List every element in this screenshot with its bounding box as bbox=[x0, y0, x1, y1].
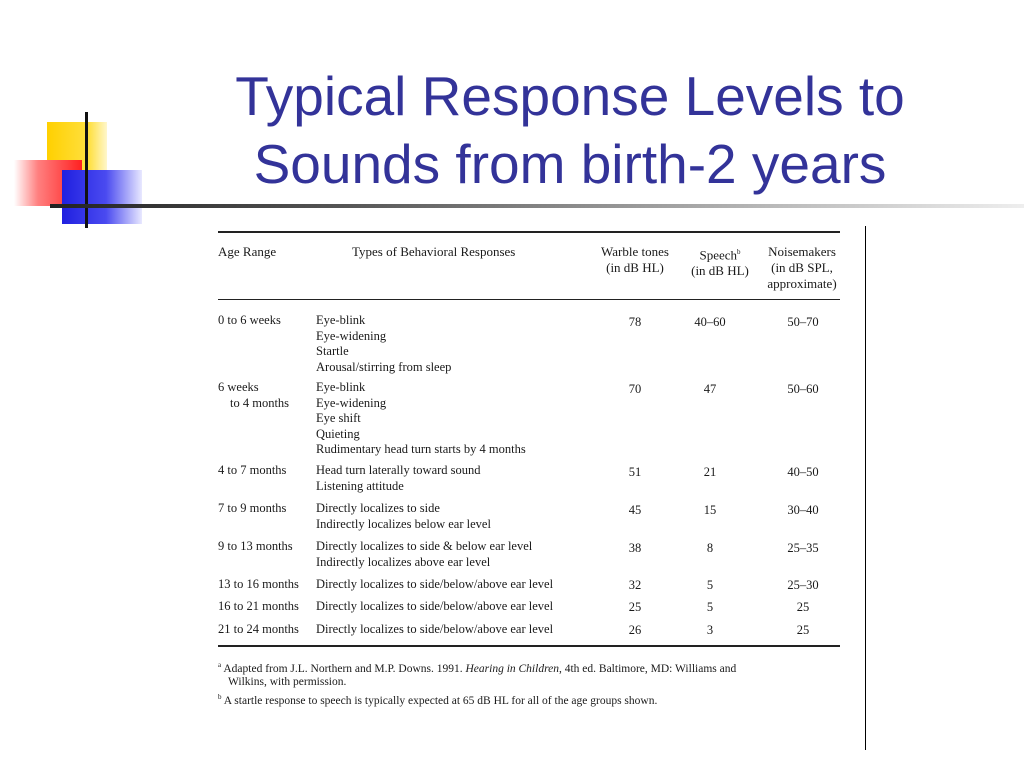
table-bottom-rule bbox=[218, 645, 840, 647]
response-item: Directly localizes to side/below/above ear level bbox=[316, 599, 554, 613]
row-noise: 50–70 bbox=[787, 315, 819, 329]
footnote-a-mark: a bbox=[218, 661, 222, 669]
decor-blue-square bbox=[62, 170, 142, 224]
header-noise-line-3: approximate) bbox=[767, 276, 837, 291]
row-warble: 51 bbox=[628, 465, 642, 479]
row-speech: 21 bbox=[703, 465, 717, 479]
header-speech bbox=[680, 244, 760, 279]
row-responses bbox=[316, 577, 553, 593]
header-speech-line-2: (in dB HL) bbox=[691, 263, 749, 279]
row-age: 13 to 16 months bbox=[218, 577, 299, 591]
header-noise-line-1: Noisemakers bbox=[768, 244, 836, 259]
row-noise: 25–35 bbox=[787, 541, 819, 555]
footnote-b-text: A startle response to speech is typically expected at 65 dB HL for all of the age groups shown. bbox=[223, 694, 658, 707]
footnote-a-book-title: Hearing in Children bbox=[465, 662, 559, 675]
header-warble bbox=[592, 244, 678, 276]
response-item: Directly localizes to side/below/above ear level bbox=[316, 577, 554, 591]
title-underline bbox=[50, 204, 1024, 208]
slide-title-line-1: Typical Response Levels to bbox=[235, 65, 905, 127]
response-item: Head turn laterally toward sound bbox=[316, 463, 481, 477]
response-item: Listening attitude bbox=[316, 478, 404, 493]
response-item: Arousal/stirring from sleep bbox=[316, 359, 452, 374]
header-behavioral-responses: Types of Behavioral Responses bbox=[352, 244, 516, 259]
row-speech: 3 bbox=[706, 623, 714, 637]
header-noise-line-2: (in dB SPL, bbox=[771, 260, 833, 275]
response-item: Directly localizes to side & below ear level bbox=[316, 539, 533, 553]
slide-title-line-2: Sounds from birth-2 years bbox=[253, 133, 887, 195]
header-warble-line-2: (in dB HL) bbox=[606, 260, 664, 275]
response-item: Eye shift bbox=[316, 411, 361, 425]
footnote-b-mark: b bbox=[218, 693, 222, 701]
row-noise: 25 bbox=[796, 600, 810, 614]
header-warble-line-1: Warble tones bbox=[601, 244, 669, 259]
response-item: Directly localizes to side/below/above ear level bbox=[316, 622, 554, 636]
row-age: 16 to 21 months bbox=[218, 599, 299, 613]
response-item: Indirectly localizes above ear level bbox=[316, 554, 491, 569]
response-item: Eye-widening bbox=[316, 328, 387, 343]
decor-vertical-line bbox=[85, 112, 88, 228]
row-speech: 8 bbox=[706, 541, 714, 555]
response-item: Eye-widening bbox=[316, 395, 387, 410]
row-age: 7 to 9 months bbox=[218, 501, 287, 515]
row-age: 4 to 7 months bbox=[218, 463, 287, 477]
response-item: Eye-blink bbox=[316, 380, 366, 394]
table-top-rule bbox=[218, 231, 840, 233]
response-item: Eye-blink bbox=[316, 313, 366, 327]
response-item: Rudimentary head turn starts by 4 months bbox=[316, 442, 526, 456]
row-warble: 25 bbox=[628, 600, 642, 614]
row-warble: 26 bbox=[628, 623, 642, 637]
footnote-a-text-before: Adapted from J.L. Northern and M.P. Downs. 1991. bbox=[223, 662, 463, 675]
footnote-a-text-after: , 4th ed. Baltimore, MD: Williams and bbox=[558, 662, 737, 675]
row-age: 21 to 24 months bbox=[218, 622, 299, 636]
row-speech: 47 bbox=[703, 382, 717, 396]
row-noise: 25 bbox=[796, 623, 810, 637]
row-responses bbox=[316, 313, 451, 375]
row-responses bbox=[316, 380, 526, 458]
row-responses bbox=[316, 599, 553, 615]
table-header-rule bbox=[218, 299, 840, 300]
response-item: Directly localizes to side bbox=[316, 501, 440, 515]
row-age-line-2: to 4 months bbox=[230, 395, 290, 410]
row-warble: 70 bbox=[628, 382, 642, 396]
footnote-a-line-2: Wilkins, with permission. bbox=[228, 676, 347, 689]
scanned-table bbox=[210, 226, 868, 750]
row-age-line-1: 6 weeks bbox=[218, 380, 259, 394]
header-speech-footnote-mark: b bbox=[737, 248, 741, 256]
row-warble: 45 bbox=[628, 503, 642, 517]
row-responses bbox=[316, 501, 491, 532]
row-noise: 30–40 bbox=[787, 503, 819, 517]
response-item: Indirectly localizes below ear level bbox=[316, 516, 491, 531]
row-responses bbox=[316, 622, 553, 638]
header-age-range: Age Range bbox=[218, 244, 277, 259]
response-item: Quieting bbox=[316, 426, 360, 441]
row-noise: 50–60 bbox=[787, 382, 819, 396]
footnote-a bbox=[218, 659, 736, 690]
response-item: Startle bbox=[316, 344, 349, 358]
row-age: 0 to 6 weeks bbox=[218, 313, 281, 327]
row-responses bbox=[316, 463, 481, 494]
row-age: 9 to 13 months bbox=[218, 539, 293, 553]
slide-title bbox=[140, 62, 1000, 198]
row-warble: 38 bbox=[628, 541, 642, 555]
header-noisemakers bbox=[760, 244, 844, 292]
row-speech: 15 bbox=[703, 503, 717, 517]
row-warble: 78 bbox=[628, 315, 642, 329]
row-noise: 40–50 bbox=[787, 465, 819, 479]
row-responses bbox=[316, 539, 532, 570]
row-noise: 25–30 bbox=[787, 578, 819, 592]
footnote-b bbox=[218, 691, 657, 708]
row-speech: 40–60 bbox=[694, 315, 726, 329]
row-age bbox=[218, 380, 289, 411]
row-speech: 5 bbox=[706, 600, 714, 614]
row-speech: 5 bbox=[706, 578, 714, 592]
row-warble: 32 bbox=[628, 578, 642, 592]
header-speech-line-1: Speech bbox=[699, 247, 738, 263]
